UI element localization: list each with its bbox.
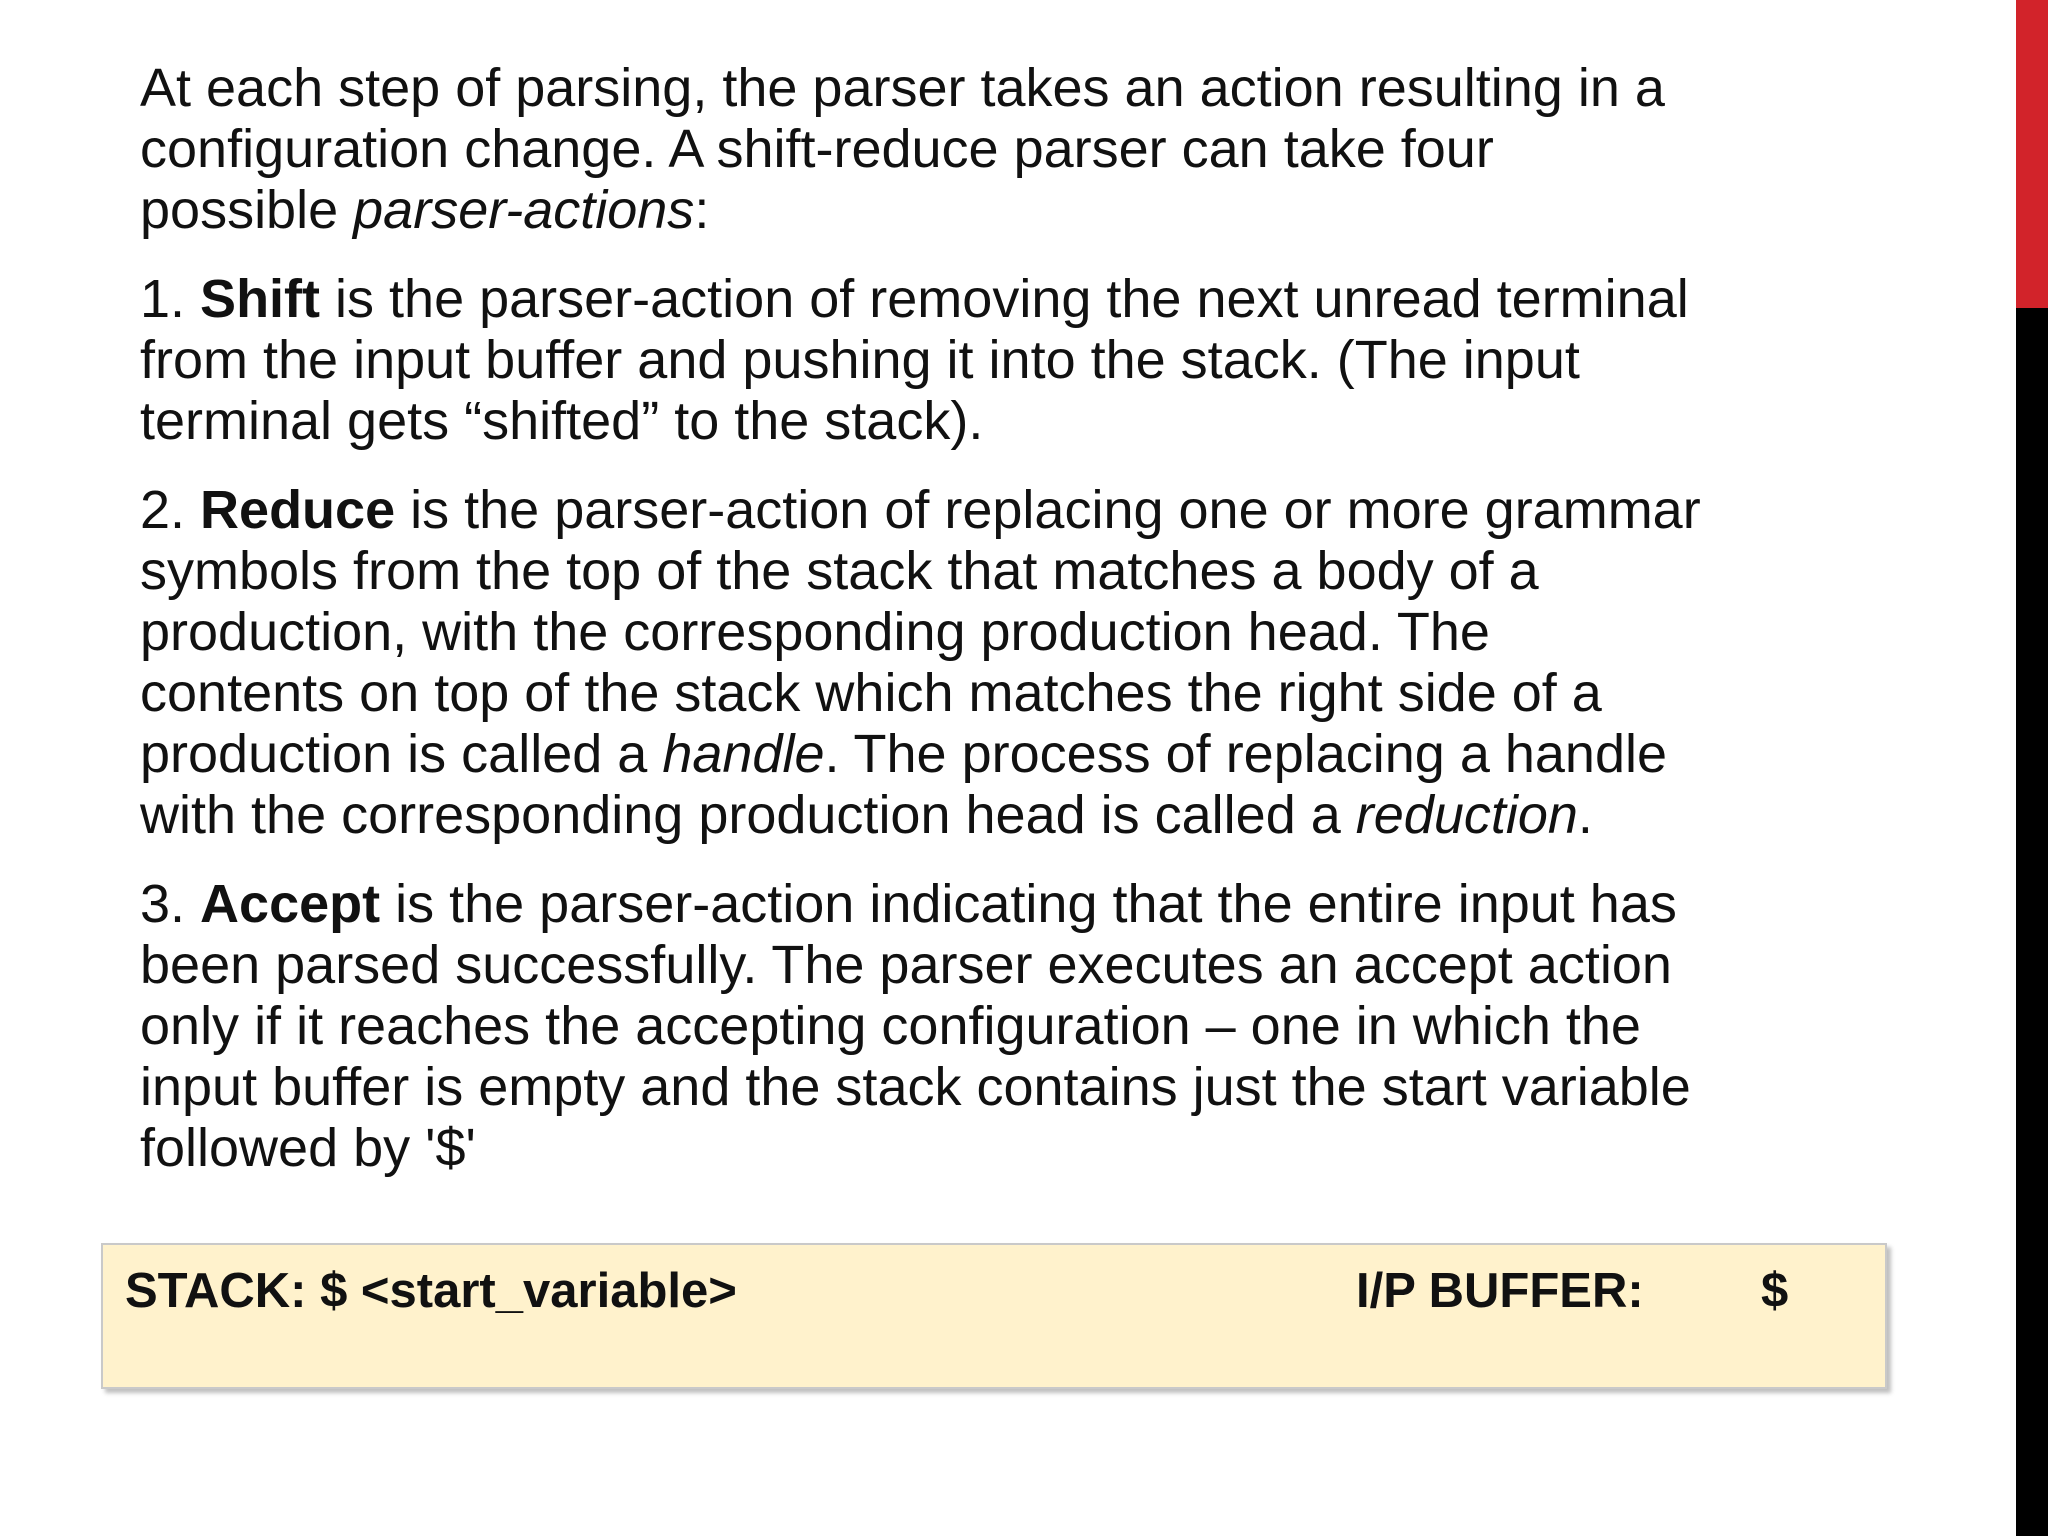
intro-line-3-start: possible <box>140 180 354 240</box>
reduce-line-2: symbols from the top of the stack that matches a body of a <box>140 541 1539 601</box>
accept-number: 3. <box>140 874 201 934</box>
reduce-line-3: production, with the corresponding production head. The <box>140 602 1490 662</box>
reduce-line-1-rest: is the parser-action of replacing one or more grammar <box>395 480 1701 540</box>
accent-bar-black <box>2016 308 2048 1536</box>
parser-actions-term: parser-actions <box>353 180 695 240</box>
accent-bar-red <box>2016 0 2048 308</box>
reduce-line-5-start: production is called a <box>140 724 663 784</box>
slide-body <box>140 58 2000 1207</box>
shift-number: 1. <box>140 269 201 329</box>
reduce-line-5 <box>140 724 2000 785</box>
accept-line-1-rest: is the parser-action indicating that the entire input has <box>380 874 1677 934</box>
handle-term: handle <box>662 724 825 784</box>
shift-line-3: terminal gets “shifted” to the stack). <box>140 391 984 451</box>
accept-line-1 <box>140 874 2000 935</box>
shift-line-1-rest: is the parser-action of removing the next unread terminal <box>320 269 1689 329</box>
input-buffer-value: $ <box>1761 1264 1789 1318</box>
reduce-line-6-start: with the corresponding production head is called a <box>140 785 1356 845</box>
accept-line-3: only if it reaches the accepting configuration – one in which the <box>140 996 1641 1056</box>
reduce-line-5-end: . The process of replacing a handle <box>824 724 1668 784</box>
accept-line-5: followed by '$' <box>140 1118 476 1178</box>
reduce-number: 2. <box>140 480 201 540</box>
intro-line-2: configuration change. A shift-reduce parser can take four <box>140 119 1494 179</box>
shift-line-1 <box>140 269 2000 330</box>
configuration-box <box>101 1243 1887 1389</box>
reduce-line-1 <box>140 480 2000 541</box>
intro-paragraph <box>140 58 2000 241</box>
reduce-line-6 <box>140 785 2000 846</box>
intro-line-3-end: : <box>694 180 710 240</box>
stack-configuration: STACK: $ <start_variable> <box>125 1264 737 1318</box>
shift-line-2: from the input buffer and pushing it into the stack. (The input <box>140 330 1580 390</box>
intro-line-1: At each step of parsing, the parser takes an action resulting in a <box>140 58 1665 118</box>
accept-line-2: been parsed successfully. The parser executes an accept action <box>140 935 1672 995</box>
reduce-line-6-end: . <box>1577 785 1593 845</box>
accept-paragraph <box>140 874 2000 1179</box>
accept-term: Accept <box>200 874 381 934</box>
reduce-term: Reduce <box>200 480 396 540</box>
shift-paragraph <box>140 269 2000 452</box>
shift-term: Shift <box>200 269 321 329</box>
reduce-paragraph <box>140 480 2000 846</box>
intro-line-3 <box>140 180 2000 241</box>
accept-line-4: input buffer is empty and the stack contains just the start variable <box>140 1057 1691 1117</box>
reduction-term: reduction <box>1355 785 1578 845</box>
input-buffer-label: I/P BUFFER: <box>1356 1264 1644 1318</box>
reduce-line-4: contents on top of the stack which matches the right side of a <box>140 663 1602 723</box>
